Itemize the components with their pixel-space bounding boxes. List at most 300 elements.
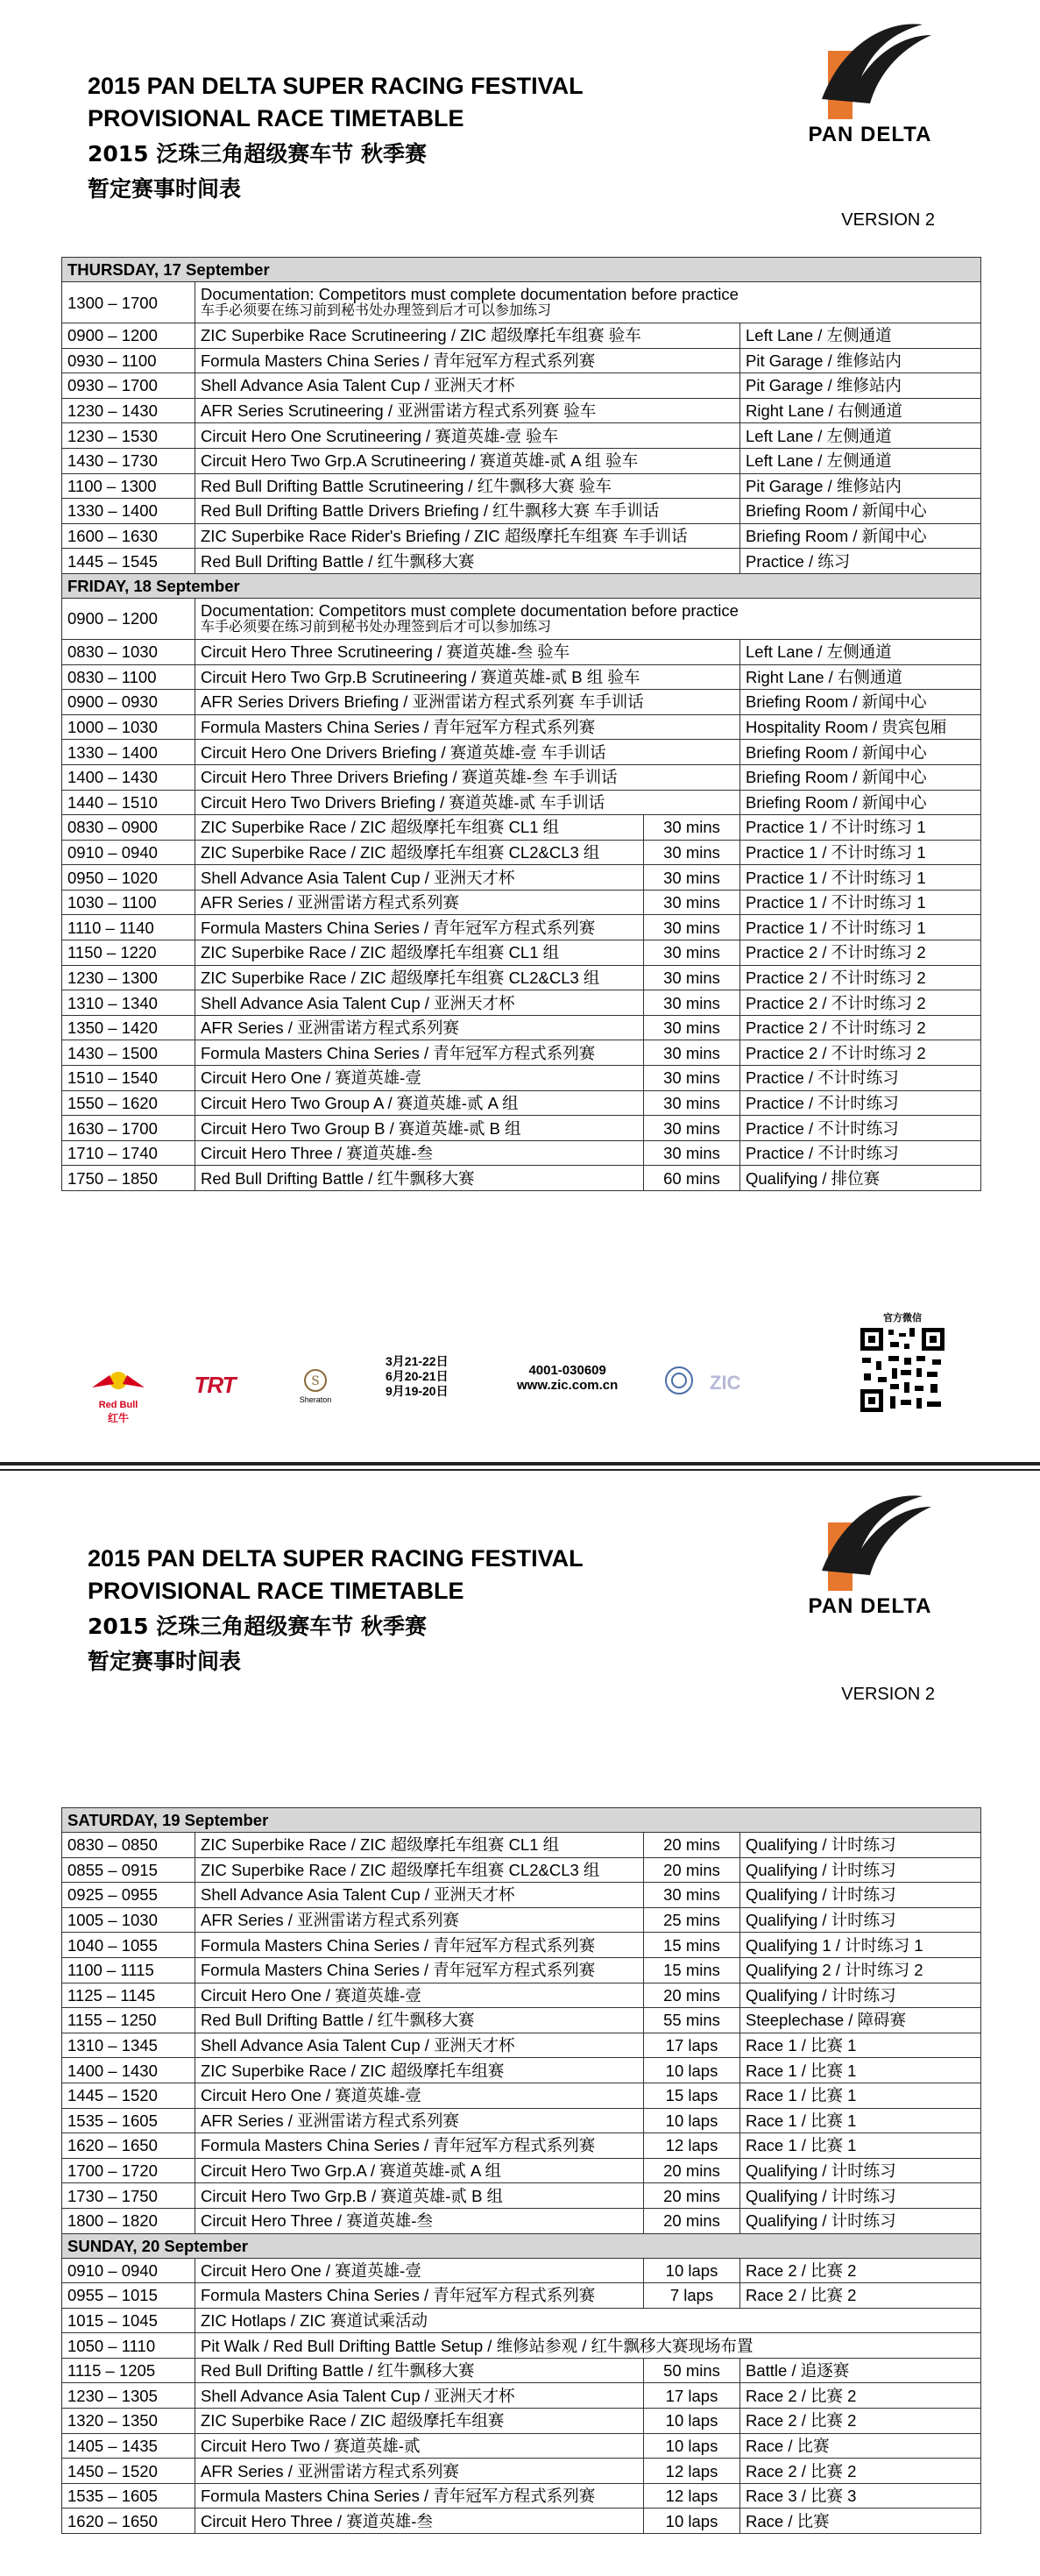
time-cell: 0955 – 1015: [62, 2283, 195, 2309]
time-cell: 1800 – 1820: [62, 2208, 195, 2233]
session-cell: Practice / 不计时练习: [740, 1066, 981, 1091]
session-cell: Race / 比赛: [740, 2433, 981, 2459]
event-cell: Formula Masters China Series / 青年冠军方程式系列赛: [195, 1040, 644, 1066]
session-cell: Race 3 / 比赛 3: [740, 2483, 981, 2509]
event-cell: Circuit Hero Two Grp.B / 赛道英雄-贰 B 组: [195, 2183, 644, 2209]
session-cell: Race 1 / 比赛 1: [740, 2108, 981, 2133]
time-cell: 0930 – 1100: [62, 348, 195, 373]
duration-cell: 30 mins: [644, 1140, 740, 1166]
session-cell: Steeplechase / 障碍赛: [740, 2008, 981, 2033]
event-cell: AFR Series / 亚洲雷诺方程式系列赛: [195, 2108, 644, 2133]
emblem-icon: [663, 1365, 695, 1396]
documentation-row: [62, 598, 981, 639]
time-cell: 1400 – 1430: [62, 764, 195, 790]
duration-cell: 20 mins: [644, 1983, 740, 2008]
page-separator: [0, 1469, 1040, 1471]
table-row: [62, 764, 981, 790]
time-cell: 1300 – 1700: [62, 282, 195, 323]
version-label: VERSION 2: [841, 210, 935, 230]
duration-cell: 12 laps: [644, 2483, 740, 2509]
table-row: [62, 2033, 981, 2058]
hotel-text: Sheraton: [299, 1395, 332, 1404]
event-cell: Formula Masters China Series / 青年冠军方程式系列赛: [195, 1933, 644, 1958]
table-row: [62, 348, 981, 373]
session-cell: Battle / 追逐赛: [740, 2358, 981, 2383]
table-row: [62, 2183, 981, 2209]
table-row: [62, 1907, 981, 1933]
event-cell: ZIC Superbike Race / ZIC 超级摩托车组赛 CL1 组: [195, 1833, 644, 1858]
session-cell: Qualifying / 计时练习: [740, 1983, 981, 2008]
emblem-logo: [661, 1365, 697, 1398]
table-row: [62, 1066, 981, 1091]
event-cell: Red Bull Drifting Battle Drivers Briefing / 红牛飘移大赛 车手训话: [195, 499, 740, 524]
event-cell: Shell Advance Asia Talent Cup / 亚洲天才杯: [195, 990, 644, 1016]
location-cell: Practice / 练习: [740, 549, 981, 574]
duration-cell: 30 mins: [644, 1066, 740, 1091]
table-row: [62, 2283, 981, 2309]
event-cell: Circuit Hero Three Scrutineering / 赛道英雄-叁 验车: [195, 639, 740, 664]
time-cell: 0950 – 1020: [62, 865, 195, 891]
duration-cell: 7 laps: [644, 2283, 740, 2309]
time-cell: 1630 – 1700: [62, 1116, 195, 1141]
version-label: VERSION 2: [841, 1685, 935, 1704]
table-row: [62, 1833, 981, 1858]
event-cell: Formula Masters China Series / 青年冠军方程式系列赛: [195, 2133, 644, 2159]
duration-cell: 10 laps: [644, 2509, 740, 2534]
event-cell: Circuit Hero One Scrutineering / 赛道英雄-壹 验车: [195, 423, 740, 449]
session-cell: Race 2 / 比赛 2: [740, 2409, 981, 2434]
time-cell: 1430 – 1730: [62, 448, 195, 473]
day-header: THURSDAY, 17 September: [62, 258, 981, 282]
event-cell: AFR Series / 亚洲雷诺方程式系列赛: [195, 890, 644, 915]
time-cell: 0925 – 0955: [62, 1883, 195, 1908]
time-cell: 1050 – 1110: [62, 2333, 195, 2359]
logo-text: PAN DELTA: [808, 123, 932, 146]
event-cell: Shell Advance Asia Talent Cup / 亚洲天才杯: [195, 1883, 644, 1908]
event-cell: AFR Series / 亚洲雷诺方程式系列赛: [195, 1015, 644, 1040]
session-cell: Qualifying / 计时练习: [740, 1833, 981, 1858]
duration-cell: 17 laps: [644, 2383, 740, 2409]
title-cn: 2015 泛珠三角超级赛车节 秋季赛: [88, 141, 427, 167]
table-row: [62, 549, 981, 574]
event-cell: Shell Advance Asia Talent Cup / 亚洲天才杯: [195, 2033, 644, 2058]
title-line-2: PROVISIONAL RACE TIMETABLE: [88, 1578, 464, 1604]
session-cell: Race 1 / 比赛 1: [740, 2083, 981, 2108]
event-cell: ZIC Superbike Race Scrutineering / ZIC 超级摩托车组赛 验车: [195, 323, 740, 349]
duration-cell: 12 laps: [644, 2459, 740, 2484]
time-cell: 1700 – 1720: [62, 2158, 195, 2183]
table-row: [62, 499, 981, 524]
hotel-icon: [302, 1367, 329, 1394]
day-header-row: [62, 1808, 981, 1833]
website-link[interactable]: www.zic.com.cn: [517, 1378, 619, 1393]
event-cell: Formula Masters China Series / 青年冠军方程式系列赛: [195, 714, 740, 740]
time-cell: 1230 – 1530: [62, 423, 195, 449]
table-row: [62, 2083, 981, 2108]
time-cell: 1600 – 1630: [62, 523, 195, 549]
page-separator: [0, 1462, 1040, 1465]
session-cell: Race 2 / 比赛 2: [740, 2283, 981, 2309]
table-row: [62, 740, 981, 765]
race-dates: [386, 1354, 449, 1399]
time-cell: 1330 – 1400: [62, 740, 195, 765]
event-cell: Formula Masters China Series / 青年冠军方程式系列赛: [195, 348, 740, 373]
time-cell: 1155 – 1250: [62, 2008, 195, 2033]
table-row: [62, 714, 981, 740]
table-row: [62, 1933, 981, 1958]
hotel-logo: [289, 1367, 342, 1404]
table-row: [62, 2459, 981, 2484]
time-cell: 1310 – 1340: [62, 990, 195, 1016]
event-cell: Formula Masters China Series / 青年冠军方程式系列赛: [195, 2483, 644, 2509]
table-row: [62, 1040, 981, 1066]
duration-cell: 60 mins: [644, 1166, 740, 1191]
time-cell: 0900 – 1200: [62, 323, 195, 349]
session-cell: Race 2 / 比赛 2: [740, 2258, 981, 2283]
session-cell: Race 2 / 比赛 2: [740, 2459, 981, 2484]
session-cell: Practice / 不计时练习: [740, 1090, 981, 1116]
redbull-text: Red Bull: [98, 1400, 138, 1410]
event-cell: AFR Series / 亚洲雷诺方程式系列赛: [195, 1907, 644, 1933]
duration-cell: 30 mins: [644, 890, 740, 915]
redbull-icon: [88, 1363, 149, 1398]
duration-cell: 30 mins: [644, 965, 740, 990]
table-row: [62, 965, 981, 990]
event-cell: AFR Series Scrutineering / 亚洲雷诺方程式系列赛 验车: [195, 398, 740, 423]
title-line-2: PROVISIONAL RACE TIMETABLE: [88, 105, 464, 131]
time-cell: 1110 – 1140: [62, 915, 195, 940]
note-text-cn: 车手必须要在练习前到秘书处办理签到后才可以参加练习: [201, 619, 552, 635]
time-cell: 1330 – 1400: [62, 499, 195, 524]
location-cell: Right Lane / 右侧通道: [740, 398, 981, 423]
session-cell: Qualifying 1 / 计时练习 1: [740, 1933, 981, 1958]
location-cell: Briefing Room / 新闻中心: [740, 764, 981, 790]
duration-cell: 10 laps: [644, 2058, 740, 2083]
event-cell: Pit Walk / Red Bull Drifting Battle Setup / 维修站参观 / 红牛飘移大赛现场布置: [195, 2333, 981, 2359]
table-row: [62, 2108, 981, 2133]
redbull-text-cn: 红牛: [107, 1412, 129, 1424]
event-cell: Circuit Hero One / 赛道英雄-壹: [195, 2083, 644, 2108]
session-cell: Practice / 不计时练习: [740, 1140, 981, 1166]
day-header-row: [62, 2233, 981, 2258]
table-row: [62, 1116, 981, 1141]
table-row: [62, 790, 981, 815]
day-header: FRIDAY, 18 September: [62, 573, 981, 598]
day-header-row: [62, 573, 981, 598]
event-cell: Circuit Hero Two Drivers Briefing / 赛道英雄-贰 车手训话: [195, 790, 740, 815]
event-cell: Circuit Hero One / 赛道英雄-壹: [195, 1983, 644, 2008]
event-cell: ZIC Superbike Race / ZIC 超级摩托车组赛: [195, 2058, 644, 2083]
event-cell: Red Bull Drifting Battle Scrutineering / 红牛飘移大赛 验车: [195, 473, 740, 499]
duration-cell: 15 mins: [644, 1957, 740, 1983]
time-cell: 0830 – 1030: [62, 639, 195, 664]
location-cell: Briefing Room / 新闻中心: [740, 499, 981, 524]
table-row: [62, 2133, 981, 2159]
session-cell: Practice 1 / 不计时练习 1: [740, 840, 981, 865]
table-row: [62, 639, 981, 664]
duration-cell: 15 mins: [644, 1933, 740, 1958]
table-row: [62, 1166, 981, 1191]
event-cell: ZIC Superbike Race / ZIC 超级摩托车组赛 CL1 组: [195, 815, 644, 841]
duration-cell: 25 mins: [644, 1907, 740, 1933]
location-cell: Left Lane / 左侧通道: [740, 423, 981, 449]
session-cell: Race / 比赛: [740, 2509, 981, 2534]
title-cn: 2015 泛珠三角超级赛车节 秋季赛: [88, 1614, 427, 1639]
note-text-cn: 车手必须要在练习前到秘书处办理签到后才可以参加练习: [201, 303, 552, 318]
time-cell: 1750 – 1850: [62, 1166, 195, 1191]
time-cell: 1100 – 1300: [62, 473, 195, 499]
table-row: [62, 2258, 981, 2283]
location-cell: Left Lane / 左侧通道: [740, 323, 981, 349]
location-cell: Left Lane / 左侧通道: [740, 639, 981, 664]
session-cell: Qualifying / 计时练习: [740, 2158, 981, 2183]
event-cell: Circuit Hero Three / 赛道英雄-叁: [195, 1140, 644, 1166]
time-cell: 1535 – 1605: [62, 2483, 195, 2509]
duration-cell: 30 mins: [644, 840, 740, 865]
session-cell: Practice 2 / 不计时练习 2: [740, 1015, 981, 1040]
session-cell: Qualifying / 计时练习: [740, 2208, 981, 2233]
subtitle-cn: 暂定赛事时间表: [88, 176, 242, 202]
table-row: [62, 373, 981, 399]
table-row: [62, 940, 981, 966]
event-cell: Red Bull Drifting Battle / 红牛飘移大赛: [195, 2008, 644, 2033]
time-cell: 1150 – 1220: [62, 940, 195, 966]
duration-cell: 10 laps: [644, 2409, 740, 2434]
event-cell: Red Bull Drifting Battle / 红牛飘移大赛: [195, 1166, 644, 1191]
note-cell: [195, 282, 981, 323]
session-cell: Qualifying 2 / 计时练习 2: [740, 1957, 981, 1983]
table-row: [62, 398, 981, 423]
session-cell: Race 1 / 比赛 1: [740, 2033, 981, 2058]
note-text-en: Documentation: Competitors must complete documentation before practice: [201, 600, 739, 620]
title-line-1: 2015 PAN DELTA SUPER RACING FESTIVAL: [88, 73, 584, 99]
day-header-row: [62, 258, 981, 282]
table-row: [62, 2333, 981, 2359]
event-cell: Circuit Hero One / 赛道英雄-壹: [195, 2258, 644, 2283]
event-cell: Circuit Hero Two Group A / 赛道英雄-贰 A 组: [195, 1090, 644, 1116]
table-row: [62, 2483, 981, 2509]
session-cell: Race 1 / 比赛 1: [740, 2133, 981, 2159]
duration-cell: 10 laps: [644, 2258, 740, 2283]
time-cell: 1040 – 1055: [62, 1933, 195, 1958]
zic-logo: ZIC: [710, 1372, 741, 1394]
duration-cell: 10 laps: [644, 2108, 740, 2133]
table-row: [62, 990, 981, 1016]
table-row: [62, 1883, 981, 1908]
duration-cell: 30 mins: [644, 1090, 740, 1116]
table-row: [62, 523, 981, 549]
event-cell: AFR Series / 亚洲雷诺方程式系列赛: [195, 2459, 644, 2484]
event-cell: Circuit Hero Three Drivers Briefing / 赛道英雄-叁 车手训话: [195, 764, 740, 790]
event-cell: ZIC Superbike Race / ZIC 超级摩托车组赛 CL2&CL3 组: [195, 840, 644, 865]
day-header: SATURDAY, 19 September: [62, 1808, 981, 1833]
date-line: 6月20-21日: [386, 1369, 449, 1383]
event-cell: Shell Advance Asia Talent Cup / 亚洲天才杯: [195, 2383, 644, 2409]
trt-text: TRT: [194, 1372, 236, 1398]
table-row: [62, 2409, 981, 2434]
event-cell: Circuit Hero Two Grp.A / 赛道英雄-贰 A 组: [195, 2158, 644, 2183]
session-cell: Practice 2 / 不计时练习 2: [740, 940, 981, 966]
session-cell: Practice / 不计时练习: [740, 1116, 981, 1141]
table-row: [62, 2509, 981, 2534]
duration-cell: 55 mins: [644, 2008, 740, 2033]
event-cell: Circuit Hero Two / 赛道英雄-贰: [195, 2433, 644, 2459]
table-row: [62, 1090, 981, 1116]
event-cell: Circuit Hero One Drivers Briefing / 赛道英雄-壹 车手训话: [195, 740, 740, 765]
contact-info: [517, 1363, 618, 1393]
time-cell: 0855 – 0915: [62, 1857, 195, 1883]
session-cell: Qualifying / 计时练习: [740, 2183, 981, 2209]
timetable-sat-sun: [61, 1807, 981, 2534]
time-cell: 1430 – 1500: [62, 1040, 195, 1066]
event-cell: Shell Advance Asia Talent Cup / 亚洲天才杯: [195, 865, 644, 891]
session-cell: Qualifying / 计时练习: [740, 1857, 981, 1883]
table-row: [62, 815, 981, 841]
session-cell: Practice 2 / 不计时练习 2: [740, 1040, 981, 1066]
event-cell: Circuit Hero Two Grp.A Scrutineering / 赛道英雄-贰 A 组 验车: [195, 448, 740, 473]
session-cell: Practice 1 / 不计时练习 1: [740, 915, 981, 940]
pan-delta-logo-icon: [791, 16, 949, 121]
event-cell: ZIC Superbike Race / ZIC 超级摩托车组赛 CL1 组: [195, 940, 644, 966]
session-cell: Qualifying / 计时练习: [740, 1883, 981, 1908]
table-row: [62, 840, 981, 865]
duration-cell: 30 mins: [644, 1015, 740, 1040]
svg-text:S: S: [311, 1374, 320, 1388]
location-cell: Briefing Room / 新闻中心: [740, 740, 981, 765]
time-cell: 1450 – 1520: [62, 2459, 195, 2484]
session-cell: Practice 1 / 不计时练习 1: [740, 865, 981, 891]
time-cell: 1230 – 1430: [62, 398, 195, 423]
documentation-row: [62, 282, 981, 323]
session-cell: Race 1 / 比赛 1: [740, 2058, 981, 2083]
time-cell: 1100 – 1115: [62, 1957, 195, 1983]
subtitle-cn: 暂定赛事时间表: [88, 1649, 242, 1674]
table-row: [62, 2008, 981, 2033]
duration-cell: 30 mins: [644, 1116, 740, 1141]
event-cell: Red Bull Drifting Battle / 红牛飘移大赛: [195, 2358, 644, 2383]
table-row: [62, 2433, 981, 2459]
phone-number: 4001-030609: [528, 1363, 606, 1378]
time-cell: 1730 – 1750: [62, 2183, 195, 2209]
qr-code-icon[interactable]: [859, 1326, 946, 1414]
session-cell: Practice 1 / 不计时练习 1: [740, 890, 981, 915]
table-row: [62, 1957, 981, 1983]
table-row: [62, 890, 981, 915]
table-row: [62, 2158, 981, 2183]
time-cell: 0930 – 1700: [62, 373, 195, 399]
duration-cell: 12 laps: [644, 2133, 740, 2159]
time-cell: 1230 – 1300: [62, 965, 195, 990]
duration-cell: 30 mins: [644, 1040, 740, 1066]
duration-cell: 30 mins: [644, 990, 740, 1016]
location-cell: Briefing Room / 新闻中心: [740, 790, 981, 815]
duration-cell: 50 mins: [644, 2358, 740, 2383]
location-cell: Pit Garage / 维修站内: [740, 373, 981, 399]
note-text-en: Documentation: Competitors must complete documentation before practice: [201, 285, 739, 303]
time-cell: 1620 – 1650: [62, 2509, 195, 2534]
time-cell: 1510 – 1540: [62, 1066, 195, 1091]
time-cell: 1440 – 1510: [62, 790, 195, 815]
table-row: [62, 1015, 981, 1040]
event-cell: Circuit Hero Two Grp.B Scrutineering / 赛道英雄-贰 B 组 验车: [195, 664, 740, 690]
time-cell: 1400 – 1430: [62, 2058, 195, 2083]
sponsor-footer: [79, 1310, 964, 1424]
table-row: [62, 473, 981, 499]
event-cell: Circuit Hero Three / 赛道英雄-叁: [195, 2509, 644, 2534]
table-row: [62, 865, 981, 891]
event-cell: ZIC Superbike Race Rider's Briefing / ZIC 超级摩托车组赛 车手训话: [195, 523, 740, 549]
time-cell: 1015 – 1045: [62, 2308, 195, 2333]
duration-cell: 20 mins: [644, 1857, 740, 1883]
event-cell: Formula Masters China Series / 青年冠军方程式系列赛: [195, 2283, 644, 2309]
timetable-page-2: [0, 1474, 1040, 2576]
event-cell: Shell Advance Asia Talent Cup / 亚洲天才杯: [195, 373, 740, 399]
location-cell: Pit Garage / 维修站内: [740, 348, 981, 373]
event-cell: AFR Series Drivers Briefing / 亚洲雷诺方程式系列赛 车手训话: [195, 690, 740, 715]
time-cell: 0910 – 0940: [62, 840, 195, 865]
table-row: [62, 690, 981, 715]
event-cell: Formula Masters China Series / 青年冠军方程式系列赛: [195, 915, 644, 940]
note-cell: [195, 598, 981, 639]
duration-cell: 20 mins: [644, 2183, 740, 2209]
location-cell: Right Lane / 右侧通道: [740, 664, 981, 690]
table-row: [62, 1140, 981, 1166]
duration-cell: 10 laps: [644, 2433, 740, 2459]
event-cell: Circuit Hero One / 赛道英雄-壹: [195, 1066, 644, 1091]
duration-cell: 20 mins: [644, 2158, 740, 2183]
time-cell: 1230 – 1305: [62, 2383, 195, 2409]
location-cell: Left Lane / 左侧通道: [740, 448, 981, 473]
session-cell: Practice 2 / 不计时练习 2: [740, 990, 981, 1016]
table-row: [62, 2208, 981, 2233]
time-cell: 1710 – 1740: [62, 1140, 195, 1166]
timetable-thu-fri: [61, 257, 981, 1191]
duration-cell: 30 mins: [644, 915, 740, 940]
time-cell: 1550 – 1620: [62, 1090, 195, 1116]
time-cell: 1320 – 1350: [62, 2409, 195, 2434]
location-cell: Briefing Room / 新闻中心: [740, 690, 981, 715]
date-line: 9月19-20日: [386, 1384, 449, 1398]
time-cell: 0830 – 0900: [62, 815, 195, 841]
event-cell: ZIC Superbike Race / ZIC 超级摩托车组赛 CL2&CL3 组: [195, 1857, 644, 1883]
duration-cell: 20 mins: [644, 1833, 740, 1858]
table-row: [62, 448, 981, 473]
redbull-logo: [79, 1363, 158, 1424]
time-cell: 0900 – 1200: [62, 598, 195, 639]
location-cell: Briefing Room / 新闻中心: [740, 523, 981, 549]
time-cell: 1445 – 1545: [62, 549, 195, 574]
table-row: [62, 323, 981, 349]
duration-cell: 20 mins: [644, 2208, 740, 2233]
table-row: [62, 915, 981, 940]
event-cell: Formula Masters China Series / 青年冠军方程式系列赛: [195, 1957, 644, 1983]
event-cell: Red Bull Drifting Battle / 红牛飘移大赛: [195, 549, 740, 574]
session-cell: Race 2 / 比赛 2: [740, 2383, 981, 2409]
event-cell: ZIC Superbike Race / ZIC 超级摩托车组赛 CL2&CL3 组: [195, 965, 644, 990]
event-cell: Circuit Hero Two Group B / 赛道英雄-贰 B 组: [195, 1116, 644, 1141]
qr-label: 官方微信: [883, 1313, 922, 1323]
session-cell: Qualifying / 排位赛: [740, 1166, 981, 1191]
session-cell: Practice 2 / 不计时练习 2: [740, 965, 981, 990]
time-cell: 1350 – 1420: [62, 1015, 195, 1040]
event-cell: ZIC Hotlaps / ZIC 赛道试乘活动: [195, 2308, 981, 2333]
date-line: 3月21-22日: [386, 1354, 449, 1368]
table-row: [62, 2058, 981, 2083]
time-cell: 1005 – 1030: [62, 1907, 195, 1933]
duration-cell: 30 mins: [644, 940, 740, 966]
title-line-1: 2015 PAN DELTA SUPER RACING FESTIVAL: [88, 1545, 584, 1572]
location-cell: Pit Garage / 维修站内: [740, 473, 981, 499]
